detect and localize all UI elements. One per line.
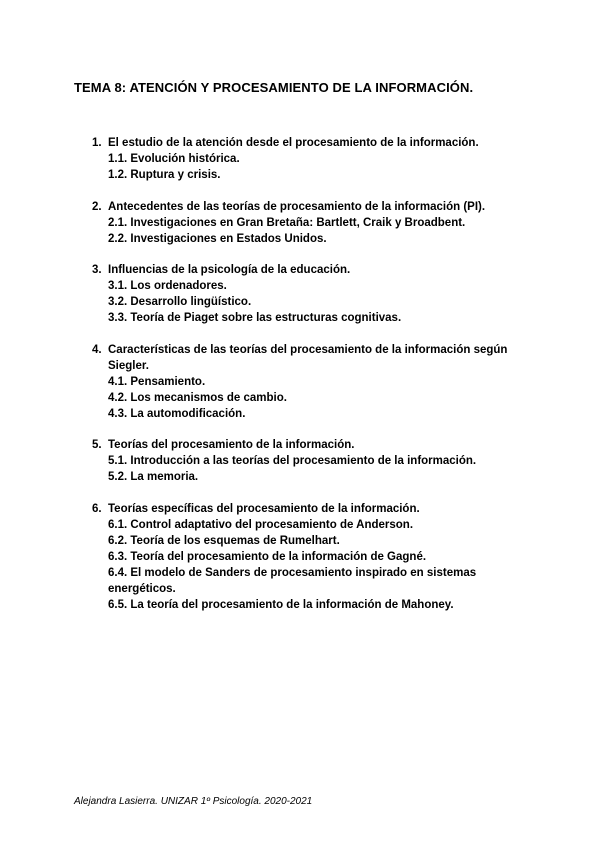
section-heading <box>92 199 522 215</box>
page-footer: Alejandra Lasierra. UNIZAR 1º Psicología. 2020-2021 <box>74 796 313 807</box>
subsection-item: 4.1. Pensamiento. <box>108 375 206 388</box>
subsection-item: 3.1. Los ordenadores. <box>108 280 227 292</box>
document-title: TEMA 8: ATENCIÓN Y PROCESAMIENTO DE LA INFORMACIÓN. <box>74 80 474 95</box>
section-label: Teorías del procesamiento de la información. <box>108 439 355 451</box>
section-number: 4. <box>92 343 102 356</box>
section-number: 6. <box>92 502 102 515</box>
section-4 <box>92 342 522 422</box>
section-label: Características de las teorías del procesamiento de la información según Siegler. <box>108 343 508 372</box>
subsection-item: 6.2. Teoría de los esquemas de Rumelhart. <box>108 534 340 547</box>
section-label: Antecedentes de las teorías de procesamiento de la información (PI). <box>108 200 486 213</box>
section-6 <box>92 501 522 613</box>
section-heading <box>92 135 522 151</box>
section-heading <box>92 262 522 278</box>
section-number: 5. <box>92 439 102 451</box>
section-number: 2. <box>92 200 102 213</box>
subsection-item: 4.3. La automodificación. <box>108 407 246 420</box>
section-label: Influencias de la psicología de la educación. <box>108 264 351 276</box>
section-label: El estudio de la atención desde el procesamiento de la información. <box>108 137 479 149</box>
section-number: 1. <box>92 137 102 149</box>
subsection-item: 3.2. Desarrollo lingüístico. <box>108 296 252 308</box>
subsection-item: 1.2. Ruptura y crisis. <box>108 169 221 181</box>
section-1 <box>92 135 522 183</box>
subsection-item: 2.1. Investigaciones en Gran Bretaña: Bartlett, Craik y Broadbent. <box>108 216 466 229</box>
subsection-item: 4.2. Los mecanismos de cambio. <box>108 391 287 404</box>
subsection-item: 2.2. Investigaciones en Estados Unidos. <box>108 232 327 245</box>
section-heading <box>92 437 522 453</box>
subsection-item: 6.1. Control adaptativo del procesamiento de Anderson. <box>108 518 414 531</box>
subsection-item: 6.5. La teoría del procesamiento de la información de Mahoney. <box>108 598 454 611</box>
subsection-item: 1.1. Evolución histórica. <box>108 153 240 165</box>
subsection-item: 3.3. Teoría de Piaget sobre las estructuras cognitivas. <box>108 312 402 324</box>
section-heading <box>92 342 522 374</box>
section-5 <box>92 437 522 485</box>
section-number: 3. <box>92 264 102 276</box>
table-of-contents <box>92 135 522 628</box>
subsection-item: 5.1. Introducción a las teorías del procesamiento de la información. <box>108 455 477 467</box>
subsection-item: 6.4. El modelo de Sanders de procesamiento inspirado en sistemas energéticos. <box>108 566 477 595</box>
section-heading <box>92 501 522 517</box>
section-3 <box>92 262 522 326</box>
subsection-item: 5.2. La memoria. <box>108 471 199 483</box>
section-label: Teorías específicas del procesamiento de la información. <box>108 502 420 515</box>
section-2 <box>92 199 522 247</box>
subsection-item: 6.3. Teoría del procesamiento de la información de Gagné. <box>108 550 427 563</box>
